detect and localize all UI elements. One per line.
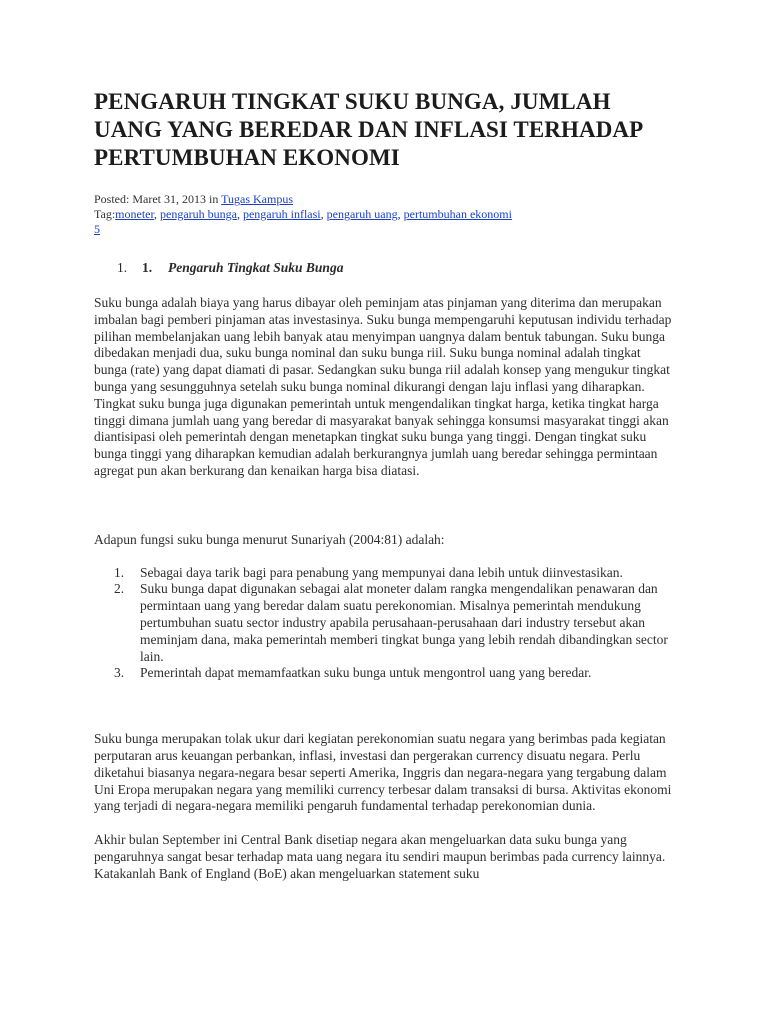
- comments-line: [94, 222, 674, 237]
- list-item: [94, 665, 674, 682]
- tag-link-pertumbuhan-ekonomi[interactable]: pertumbuhan ekonomi: [403, 207, 512, 221]
- category-link[interactable]: Tugas Kampus: [221, 192, 294, 206]
- tag-link-pengaruh-inflasi[interactable]: pengaruh inflasi: [242, 207, 321, 221]
- tags-line: Tag:moneter, pengaruh bunga, pengaruh inflasi, pengaruh uang, pertumbuhan ekonomi: [94, 207, 512, 221]
- document-title: PENGARUH TINGKAT SUKU BUNGA, JUMLAH UANG YANG BEREDAR DAN INFLASI TERHADAP PERTUMBUHAN EKONOMI: [94, 89, 642, 170]
- section-heading-text: Pengaruh Tingkat Suku Bunga: [168, 260, 344, 275]
- section-outer-number: 1.: [117, 260, 128, 275]
- tag-link-pengaruh-uang[interactable]: pengaruh uang: [326, 207, 398, 221]
- tag-label: Tag:: [94, 207, 116, 221]
- list-item: [94, 565, 674, 582]
- posted-date: Posted: Maret 31, 2013 in: [94, 192, 222, 206]
- comment-count-link[interactable]: 5: [94, 222, 100, 236]
- list-item-text: Suku bunga dapat digunakan sebagai alat moneter dalam rangka mengendalikan penawaran dan permintaan uang yang beredar dalam suatu perekonomian. Misalnya pemerintah mendukung pertumbuhan suatu sector industry apabila perusahaan-perusahaan dari industry tersebut akan meminjam dana, maka pemerintah memberi tingkat bunga yang lebih rendah dibandingkan sector lain.: [140, 581, 668, 664]
- tag-link-moneter[interactable]: moneter: [115, 207, 154, 221]
- list-item-text: Sebagai daya tarik bagi para penabung yang mempunyai dana lebih untuk diinvestasikan.: [140, 564, 623, 580]
- list-item-number: 2.: [114, 581, 125, 597]
- post-meta: [94, 192, 674, 237]
- section-heading: [94, 259, 674, 277]
- list-item: [94, 581, 674, 665]
- list-item-number: 1.: [114, 564, 125, 580]
- paragraph-central-bank: Akhir bulan September ini Central Bank disetiap negara akan mengeluarkan data suku bunga yang pengaruhnya sangat besar terhadap mata uang negara itu sendiri maupun berimbas pada currency lainnya. Katakanlah Bank of England (BoE) akan mengeluarkan statement suku: [94, 832, 666, 881]
- section-heading-list: [94, 259, 674, 277]
- posted-line: [94, 192, 674, 207]
- section-inner-number: 1.: [142, 260, 153, 275]
- list-item-number: 3.: [114, 665, 125, 681]
- list-item-text: Pemerintah dapat memamfaatkan suku bunga untuk mengontrol uang yang beredar.: [140, 665, 592, 681]
- fungsi-list: [94, 565, 674, 683]
- tag-link-pengaruh-bunga[interactable]: pengaruh bunga: [160, 207, 237, 221]
- paragraph-suku-bunga-definition: Suku bunga adalah biaya yang harus dibayar oleh peminjam atas pinjaman yang diterima dan merupakan imbalan bagi pemberi pinjaman atas investasinya. Suku bunga mempengaruhi keputusan individu terhadap pilihan membelanjakan uang lebih banyak atau menyimpan uangnya dalam bentuk tabungan. Suku bunga dibedakan menjadi dua, suku bunga nominal dan suku bunga riil. Suku bunga nominal adalah tingkat bunga (rate) yang dapat diamati di pasar. Sedangkan suku bunga riil adalah konsep yang mengukur tingkat bunga yang sesungguhnya setelah suku bunga nominal dikurangi dengan laju inflasi yang diharapkan. Tingkat suku bunga juga digunakan pemerintah untuk mengendalikan tingkat harga, ketika tingkat harga tinggi dimana jumlah uang yang beredar di masyarakat banyak sehingga konsumsi masyarakat tinggi akan diantisipasi oleh pemerintah dengan menetapkan tingkat suku bunga yang tinggi. Dengan tingkat suku bunga tinggi yang diharapkan kemudian adalah berkurangnya jumlah uang beredar sehingga permintaan agregat pun akan berkurang dan kenaikan harga bisa diatasi.: [94, 295, 672, 478]
- paragraph-tolak-ukur: Suku bunga merupakan tolak ukur dari kegiatan perekonomian suatu negara yang berimbas pada kegiatan perputaran arus keuangan perbankan, inflasi, investasi dan pergerakan currency disuatu negara. Perlu diketahui biasanya negara-negara besar seperti Amerika, Inggris dan negara-negara yang tergabung dalam Uni Eropa merupakan negara yang memiliki currency terbesar dalam transaksi di bursa. Aktivitas ekonomi yang terjadi di negara-negara memiliki pengaruh fundamental terhadap perekonomian dunia.: [94, 731, 672, 814]
- paragraph-fungsi-intro: Adapun fungsi suku bunga menurut Sunariyah (2004:81) adalah:: [94, 531, 445, 547]
